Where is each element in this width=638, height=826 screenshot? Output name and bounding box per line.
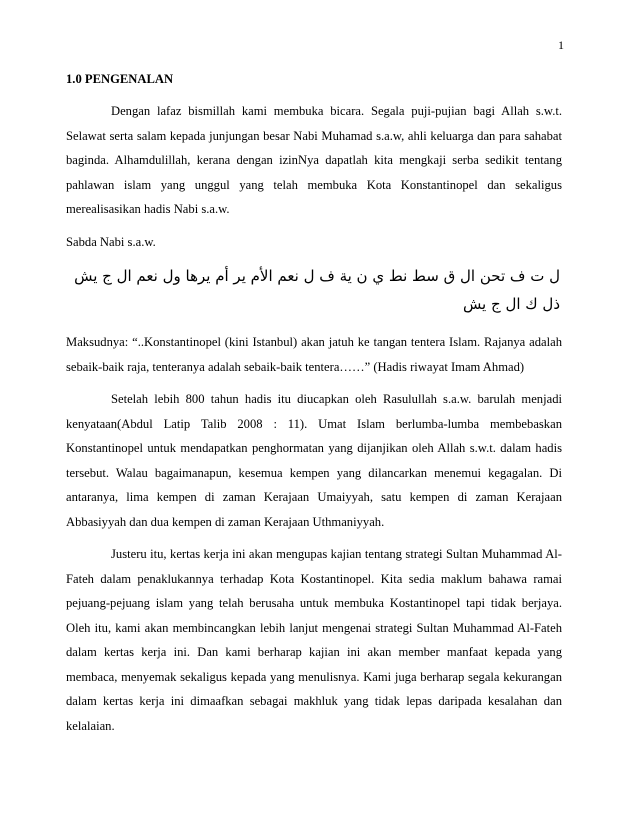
page-number: 1 [558, 38, 564, 52]
paragraph-history: Setelah lebih 800 tahun hadis itu diucapkan oleh Rasulullah s.a.w. barulah menjadi kenyataan(Abdul Latip Talib 2008 : 11). Umat Islam berlumba-lumba membebaskan Konstantinopel untuk mendapatkan penghormatan yang dijanjikan oleh Allah s.w.t. dalam hadis tersebut. Walau bagaimanapun, kesemua kempen yang dilancarkan menemui kegagalan. Di antaranya, lima kempen di zaman Kerajaan Umaiyyah, satu kempen di zaman Kerajaan Abbasiyyah dan dua kempen di zaman Kerajaan Uthmaniyyah. [66, 392, 562, 529]
section-heading: 1.0 PENGENALAN [66, 72, 174, 86]
arabic-hadith-text: ل ت ف تحن ال ق سط نط ي ن ية ف ل نعم الأم ير أم يرها ول نعم ال ج يش ذل ك ال ج يش [74, 267, 560, 313]
paragraph-sabda: Sabda Nabi s.a.w. [66, 234, 156, 249]
paragraph-maksudnya: Maksudnya: “..Konstantinopel (kini Istanbul) akan jatuh ke tangan tentera Islam. Rajanya adalah sebaik-baik raja, tenteranya adalah sebaik-baik tentera……” (Hadis riwayat Imam Ahmad) [66, 335, 562, 374]
paragraph-purpose: Justeru itu, kertas kerja ini akan mengupas kajian tentang strategi Sultan Muhammad Al-Fateh dalam penaklukannya terhadap Kota Kostantinopel. Kita sedia maklum bahawa ramai pejuang-pejuang islam yang telah berusaha untuk membuka Kostantinopel tapi tidak berjaya. Oleh itu, kami akan membincangkan lebih lanjut mengenai strategi Sultan Muhammad Al-Fateh dalam kertas kerja ini. Dan kami berharap kajian ini akan member manfaat kepada yang membaca, menyemak sekaligus kepada yang menulisnya. Kami juga berharap segala kekurangan dalam kertas kerja ini dimaafkan sebagai makhluk yang tidak lepas daripada kesalahan dan kelalaian. [66, 547, 562, 733]
paragraph-introduction: Dengan lafaz bismillah kami membuka bicara. Segala puji-pujian bagi Allah s.w.t. Selawat serta salam kepada junjungan besar Nabi Muhamad s.a.w, ahli keluarga dan para sahabat baginda. Alhamdulillah, kerana dengan izinNya dapatlah kita mengkaji serba sedikit tentang pahlawan islam yang unggul yang telah membuka Kota Konstantinopel dan sekaligus merealisasikan hadis Nabi s.a.w. [66, 104, 562, 216]
document-body [66, 71, 562, 738]
